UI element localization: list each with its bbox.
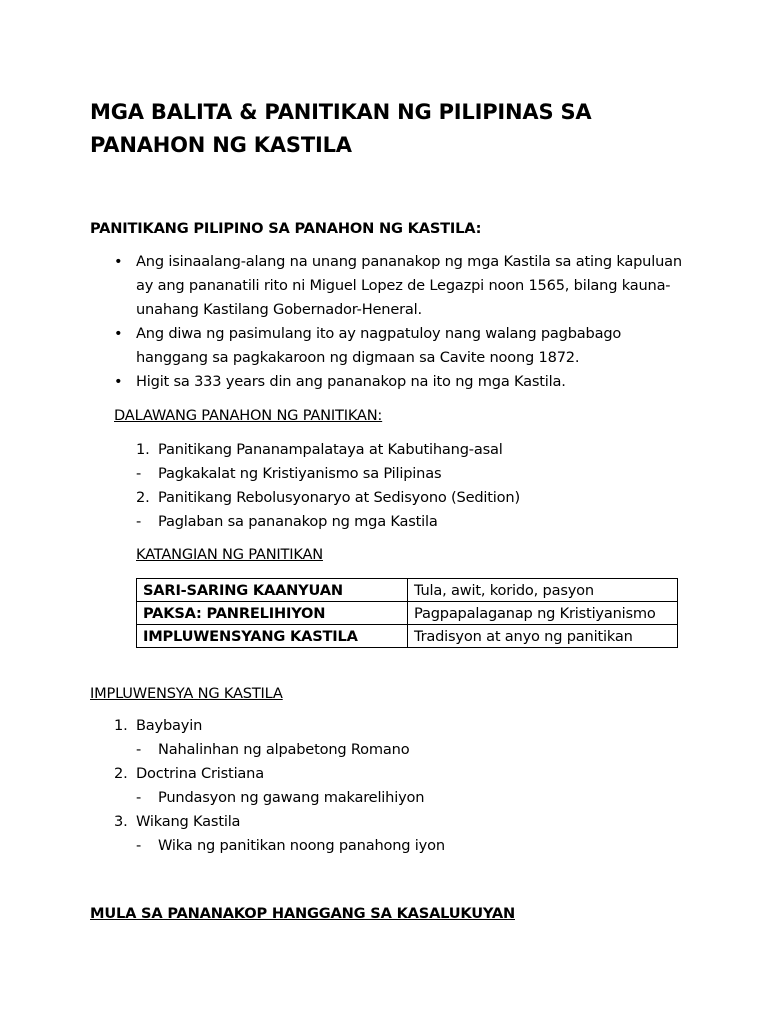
bullet-item: • Ang isinaalang-alang na unang pananakop ng mga Kastila sa ating kapuluan ay ang pananatili rito ni Miguel Lopez de Legazpi noon 1565, bilang kauna-unahang Kastilang Gobernador-Heneral. xyxy=(112,250,682,322)
bullet-icon: • xyxy=(114,253,123,270)
list-subitem: - Nahalinhan ng alpabetong Romano xyxy=(136,741,410,758)
list-item: - Paglaban sa pananakop ng mga Kastila xyxy=(136,513,438,530)
section-heading-katangian: KATANGIAN NG PANITIKAN xyxy=(136,546,323,563)
list-item: 2. Panitikang Rebolusyonaryo at Sedisyono (Sedition) xyxy=(136,489,520,506)
section-heading-panitikang-pilipino: PANITIKANG PILIPINO SA PANAHON NG KASTILA: xyxy=(90,220,482,237)
table-cell-value: Tradisyon at anyo ng panitikan xyxy=(408,625,678,648)
bullet-icon: • xyxy=(114,325,123,342)
table-row xyxy=(137,579,678,602)
section-heading-dalawang-panahon: DALAWANG PANAHON NG PANITIKAN: xyxy=(114,407,383,424)
list-item: 1. Baybayin xyxy=(114,717,203,734)
bullet-item: • Higit sa 333 years din ang pananakop na ito ng mga Kastila. xyxy=(112,370,682,394)
table-cell-value: Tula, awit, korido, pasyon xyxy=(408,579,678,602)
bullet-item: • Ang diwa ng pasimulang ito ay nagpatuloy nang walang pagbabago hanggang sa pagkakaroon ng digmaan sa Cavite noong 1872. xyxy=(112,322,682,370)
list-item: 1. Panitikang Pananampalataya at Kabutihang-asal xyxy=(136,441,503,458)
bullet-icon: • xyxy=(114,373,123,390)
section-heading-mula-sa-pananakop: MULA SA PANANAKOP HANGGANG SA KASALUKUYAN xyxy=(90,905,515,922)
list-item: - Pagkakalat ng Kristiyanismo sa Pilipinas xyxy=(136,465,442,482)
list-item: 3. Wikang Kastila xyxy=(114,813,241,830)
table-row xyxy=(137,602,678,625)
list-subitem: - Wika ng panitikan noong panahong iyon xyxy=(136,837,445,854)
list-item: 2. Doctrina Cristiana xyxy=(114,765,264,782)
table-cell-key: IMPLUWENSYANG KASTILA xyxy=(137,625,408,648)
bullet-list xyxy=(112,250,682,394)
table-row xyxy=(137,625,678,648)
katangian-table xyxy=(136,578,678,648)
table-cell-key: SARI-SARING KAANYUAN xyxy=(137,579,408,602)
document-title: MGA BALITA & PANITIKAN NG PILIPINAS SA PANAHON NG KASTILA xyxy=(90,100,592,157)
table-cell-key: PAKSA: PANRELIHIYON xyxy=(137,602,408,625)
panahon-list xyxy=(136,438,696,534)
section-heading-impluwensya: IMPLUWENSYA NG KASTILA xyxy=(90,685,283,702)
impluwensya-list xyxy=(114,714,694,858)
table-cell-value: Pagpapalaganap ng Kristiyanismo xyxy=(408,602,678,625)
list-subitem: - Pundasyon ng gawang makarelihiyon xyxy=(136,789,425,806)
